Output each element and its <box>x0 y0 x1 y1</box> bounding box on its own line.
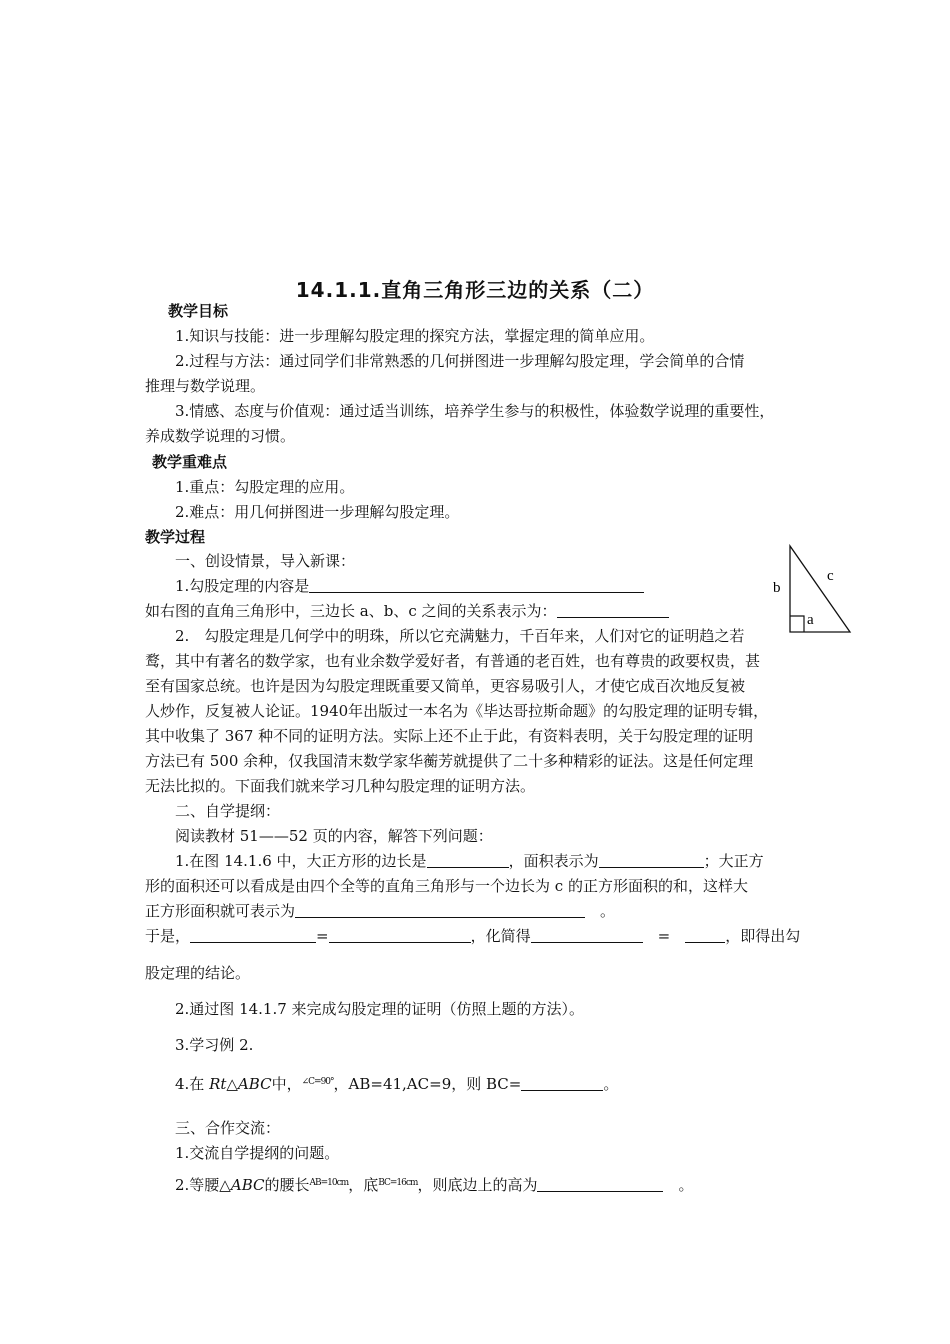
process-heading: 教学过程 <box>145 528 206 546</box>
triangle-outline <box>790 546 850 632</box>
q1-equals-2: = <box>657 927 671 945</box>
part1-para-line7: 无法比拟的。下面我们就来学习几种勾股定理的证明方法。 <box>145 777 536 795</box>
part2-question1-line5: 股定理的结论。 <box>145 964 251 982</box>
page-title: 14.1.1.直角三角形三边的关系（二） <box>295 278 655 302</box>
answer-blank[interactable] <box>537 1175 663 1192</box>
p3-q2-text-d: ，则底边上的高为 <box>417 1176 538 1194</box>
part2-question2: 2.通过图 14.1.7 来完成勾股定理的证明（仿照上题的方法）。 <box>175 1000 585 1018</box>
q4-text-d: 。 <box>603 1075 619 1093</box>
q4-angle-formula: ∠C=90° <box>301 1077 334 1087</box>
label-b: b <box>773 580 781 596</box>
part2-question1-line3 <box>145 900 615 922</box>
answer-blank[interactable] <box>599 851 704 868</box>
part3-question1: 1.交流自学提纲的问题。 <box>175 1144 340 1162</box>
objectives-heading: 教学目标 <box>168 302 229 320</box>
objective-1: 1.知识与技能：进一步理解勾股定理的探究方法，掌握定理的简单应用。 <box>175 327 655 345</box>
part1-para-line3: 至有国家总统。也许是因为勾股定理既重要又简单，更容易吸引人，才使它成百次地反复被 <box>145 677 746 695</box>
part1-question1 <box>175 575 644 597</box>
q1-text-h: ，即得出勾 <box>725 927 801 945</box>
right-angle-mark <box>790 616 804 632</box>
part1-para-line6: 方法已有 500 余种，仅我国清末数学家华蘅芳就提供了二十多种精彩的证法。这是任何定理 <box>145 752 754 770</box>
p3-q2-text-e: 。 <box>678 1176 694 1194</box>
q1-text-e: 。 <box>600 902 616 920</box>
q1-text-d: 正方形面积就可表示为 <box>145 902 296 920</box>
key-points-heading: 教学重难点 <box>152 453 228 471</box>
part1-question1b <box>145 600 669 622</box>
q1-text-c: ；大正方 <box>703 852 764 870</box>
part2-reading: 阅读教材 51——52 页的内容，解答下列问题： <box>175 827 493 845</box>
part3-question2 <box>175 1172 694 1196</box>
part1-question1b-text: 如右图的直角三角形中，三边长 a、b、c 之间的关系表示为： <box>145 602 557 620</box>
objective-3-line2: 养成数学说理的习惯。 <box>145 427 296 445</box>
answer-blank[interactable] <box>531 926 643 943</box>
p3-q2-abc: ABC <box>230 1176 265 1194</box>
key-point-2: 2.难点：用几何拼图进一步理解勾股定理。 <box>175 503 460 521</box>
p3-q2-leg-formula: AB=10cm <box>309 1178 349 1188</box>
label-c: c <box>827 568 834 584</box>
answer-blank[interactable] <box>329 926 471 943</box>
q4-rt: Rt <box>209 1075 227 1093</box>
part2-question1-line1 <box>175 850 764 872</box>
answer-blank[interactable] <box>557 601 669 618</box>
label-a: a <box>807 612 814 628</box>
part2-question3: 3.学习例 2. <box>175 1036 254 1054</box>
part1-para-line4: 人炒作，反复被人论证。1940年出版过一本名为《毕达哥拉斯命题》的勾股定理的证明专辑， <box>145 702 769 720</box>
q4-abc: ABC <box>237 1075 272 1093</box>
q4-text-b: 中， <box>271 1075 302 1093</box>
part1-para-line1: 2. 勾股定理是几何学中的明珠，所以它充满魅力，千百年来，人们对它的证明趋之若 <box>175 627 745 645</box>
part2-question1-line4 <box>145 925 800 947</box>
q4-triangle-symbol: △ <box>226 1075 238 1093</box>
part3-heading: 三、合作交流： <box>175 1119 281 1137</box>
answer-blank[interactable] <box>190 926 316 943</box>
answer-blank[interactable] <box>309 576 644 593</box>
right-triangle-figure <box>760 540 860 640</box>
answer-blank[interactable] <box>521 1074 603 1091</box>
q1-text-a: 1.在图 14.1.6 中，大正方形的边长是 <box>175 852 427 870</box>
part2-heading: 二、自学提纲： <box>175 802 281 820</box>
p3-q2-text-c: ，底 <box>348 1176 379 1194</box>
key-point-1: 1.重点：勾股定理的应用。 <box>175 478 355 496</box>
q4-text-a: 4.在 <box>175 1075 205 1093</box>
objective-2-line2: 推理与数学说理。 <box>145 377 266 395</box>
q1-text-f: 于是， <box>145 927 191 945</box>
part2-question4 <box>175 1071 618 1095</box>
part1-para-line2: 鹜，其中有著名的数学家，也有业余数学爱好者，有普通的老百姓，也有尊贵的政要权贵，甚 <box>145 652 761 670</box>
part2-question1-line2: 形的面积还可以看成是由四个全等的直角三角形与一个边长为 c 的正方形面积的和，这样大 <box>145 877 748 895</box>
answer-blank[interactable] <box>427 851 509 868</box>
q1-text-g: ，化简得 <box>470 927 531 945</box>
p3-q2-base-formula: BC=16cm <box>378 1178 418 1188</box>
part1-question1-text: 1.勾股定理的内容是 <box>175 577 310 595</box>
p3-q2-text-a: 2.等腰△ <box>175 1176 231 1194</box>
q4-text-c: ，AB=41,AC=9，则 BC= <box>333 1075 522 1093</box>
objective-3-line1: 3.情感、态度与价值观：通过适当训练，培养学生参与的积极性，体验数学说理的重要性， <box>175 402 775 420</box>
q1-text-b: ，面积表示为 <box>508 852 599 870</box>
p3-q2-text-b: 的腰长 <box>264 1176 310 1194</box>
q1-equals: = <box>316 927 329 945</box>
part1-heading: 一、创设情景，导入新课： <box>175 552 356 570</box>
answer-blank[interactable] <box>685 926 725 943</box>
answer-blank[interactable] <box>295 901 585 918</box>
part1-para-line5: 其中收集了 367 种不同的证明方法。实际上还不止于此，有资料表明，关于勾股定理的证明 <box>145 727 754 745</box>
objective-2-line1: 2.过程与方法：通过同学们非常熟悉的几何拼图进一步理解勾股定理，学会简单的合情 <box>175 352 745 370</box>
